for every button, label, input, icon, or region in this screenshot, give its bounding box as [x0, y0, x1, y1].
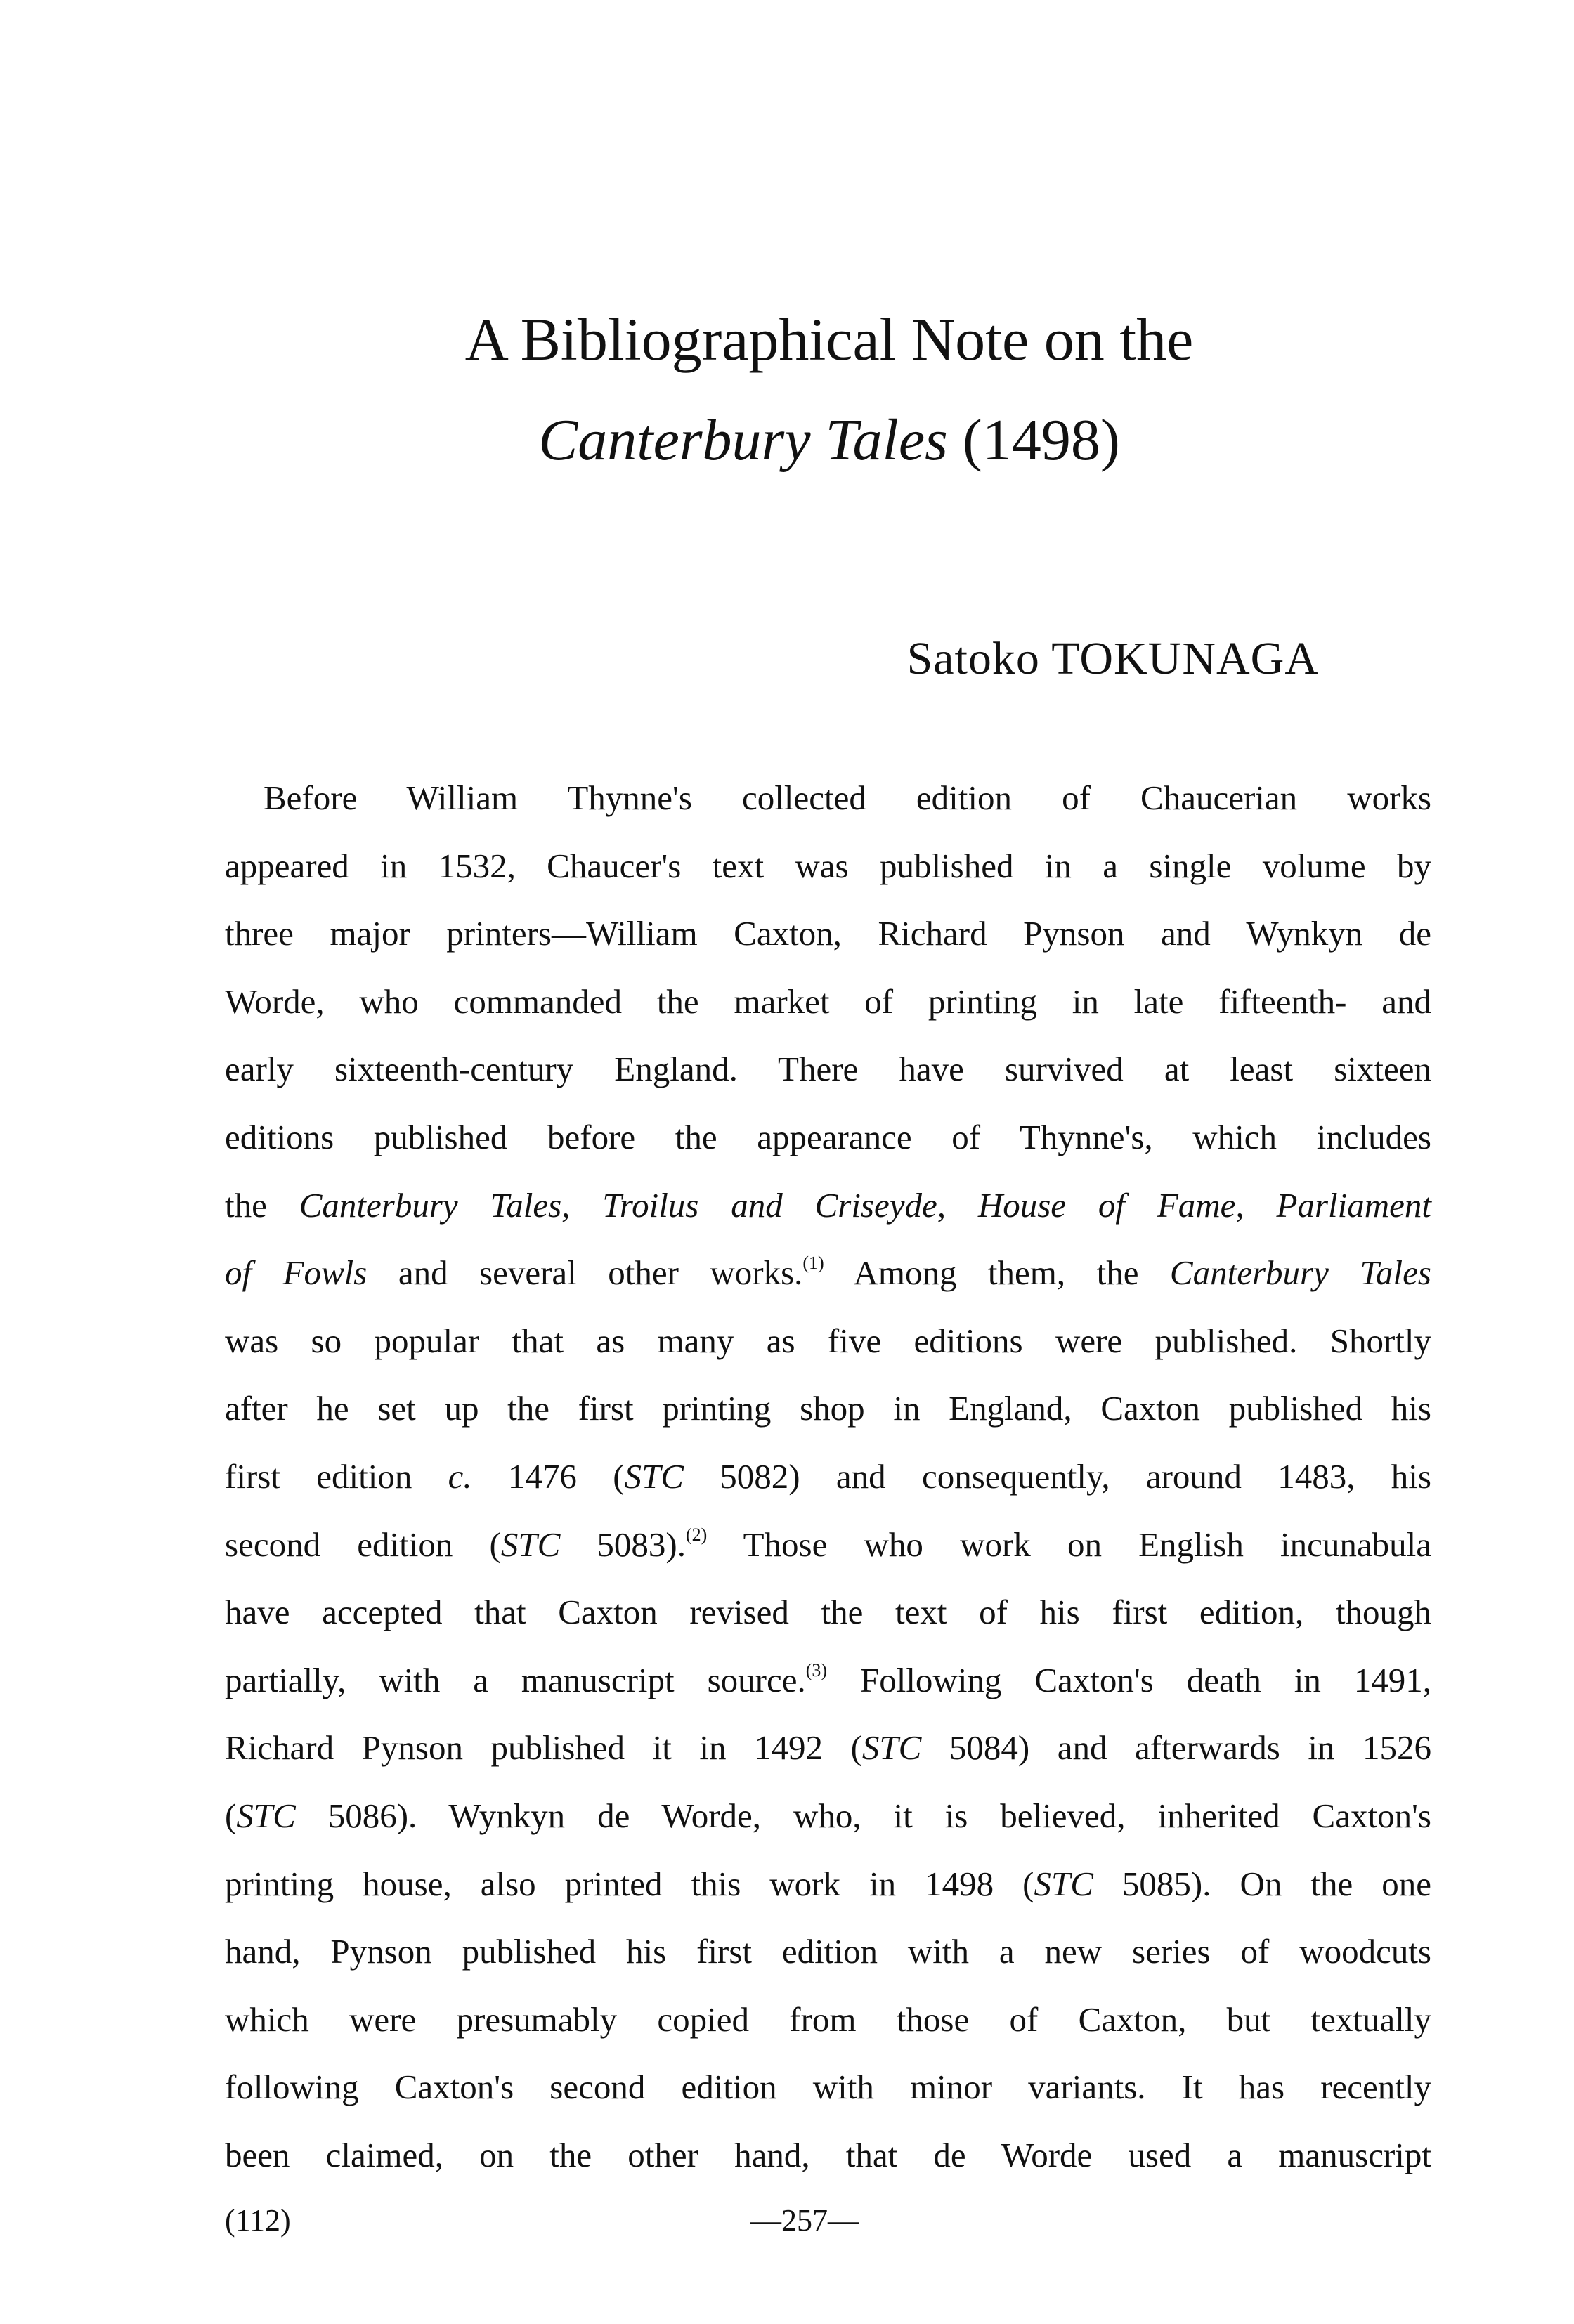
text-line — [225, 1450, 1431, 1518]
italic-text: c. — [448, 1456, 472, 1496]
footer-left-number: (112) — [225, 2203, 291, 2238]
text-segment: appeared in 1532, Chaucer's text was published in a single volume by — [225, 846, 1431, 885]
italic-text: STC — [236, 1796, 296, 1835]
text-segment: Among them, the — [824, 1253, 1170, 1293]
text-segment: 5083). — [560, 1525, 686, 1564]
title-italic-work: Canterbury Tales — [538, 407, 948, 473]
text-segment: which were presumably copied from those of Caxton, but textually — [225, 1999, 1431, 2039]
text-line — [225, 1179, 1431, 1247]
paper-title-line-1: A Bibliographical Note on the — [464, 306, 1194, 373]
text-line — [225, 1314, 1431, 1383]
text-segment: 5084) and afterwards in 1526 — [921, 1728, 1431, 1768]
text-segment: Richard Pynson published it in 1492 ( — [225, 1728, 862, 1768]
text-line — [225, 1858, 1431, 1926]
text-line — [225, 1246, 1431, 1314]
text-segment: Those who work on English incunabula — [707, 1525, 1431, 1564]
text-line — [225, 840, 1431, 908]
text-line — [225, 1654, 1431, 1722]
text-segment: been claimed, on the other hand, that de Worde used a manuscript — [225, 2135, 1431, 2174]
text-line — [225, 907, 1431, 975]
title-year: (1498) — [947, 407, 1120, 473]
text-line — [225, 1925, 1431, 1993]
text-segment: printing house, also printed this work in 1498 ( — [225, 1864, 1034, 1903]
italic-text: Canterbury Tales — [1169, 1253, 1431, 1293]
text-line — [225, 1721, 1431, 1789]
text-segment: 5086). Wynkyn de Worde, who, it is believed, inherited Caxton's — [295, 1796, 1431, 1835]
italic-text: STC — [1034, 1864, 1093, 1903]
text-segment: after he set up the first printing shop in England, Caxton published his — [225, 1389, 1431, 1428]
italic-text: STC — [624, 1456, 684, 1496]
text-segment: 5082) and consequently, around 1483, his — [683, 1456, 1431, 1496]
text-line — [225, 1382, 1431, 1450]
text-segment: second edition ( — [225, 1525, 501, 1564]
text-segment: early sixteenth-century England. There have survived at least sixteen — [225, 1050, 1431, 1089]
text-segment: first edition — [225, 1456, 448, 1496]
text-segment: hand, Pynson published his first edition with a new series of woodcuts — [225, 1932, 1431, 1971]
italic-text: STC — [500, 1525, 561, 1564]
text-segment: three major printers—William Caxton, Richard Pynson and Wynkyn de — [225, 914, 1431, 953]
footnote-marker: (3) — [805, 1659, 828, 1680]
text-line — [225, 1518, 1431, 1586]
text-line — [225, 1111, 1431, 1179]
text-segment: Worde, who commanded the market of printing in late fifteenth- and — [225, 981, 1431, 1021]
text-segment: Before William Thynne's collected edition of Chaucerian works — [264, 778, 1431, 817]
text-line — [225, 1586, 1431, 1654]
text-line — [225, 975, 1431, 1043]
text-line — [225, 1993, 1431, 2061]
page-number: —257— — [750, 2203, 859, 2238]
text-segment: the — [225, 1185, 299, 1225]
italic-text: STC — [861, 1728, 922, 1768]
text-line — [225, 1043, 1431, 1111]
text-segment: was so popular that as many as five editions were published. Shortly — [225, 1321, 1431, 1360]
text-segment: partially, with a manuscript source. — [225, 1660, 806, 1699]
paper-title-line-2 — [42, 407, 1574, 473]
text-segment: and several other works. — [367, 1253, 803, 1293]
text-segment: 5085). On the one — [1093, 1864, 1431, 1903]
text-segment: have accepted that Caxton revised the text of his first edition, though — [225, 1593, 1431, 1632]
italic-text: of Fowls — [225, 1253, 368, 1293]
text-line — [225, 1789, 1431, 1858]
italic-text: Canterbury Tales, Troilus and Criseyde, House of Fame, Parliament — [299, 1185, 1431, 1225]
text-segment: editions published before the appearance of Thynne's, which includes — [225, 1117, 1431, 1156]
text-segment: following Caxton's second edition with minor variants. It has recently — [225, 2068, 1431, 2107]
text-segment: Following Caxton's death in 1491, — [827, 1660, 1432, 1699]
footnote-marker: (1) — [802, 1253, 824, 1274]
text-segment: ( — [225, 1796, 237, 1835]
body-text — [225, 771, 1431, 2196]
text-line — [225, 2129, 1431, 2197]
text-line — [225, 771, 1431, 840]
author-name: Satoko TOKUNAGA — [906, 633, 1319, 684]
text-segment: 1476 ( — [471, 1456, 625, 1496]
text-line — [225, 2061, 1431, 2129]
footnote-marker: (2) — [686, 1524, 708, 1545]
